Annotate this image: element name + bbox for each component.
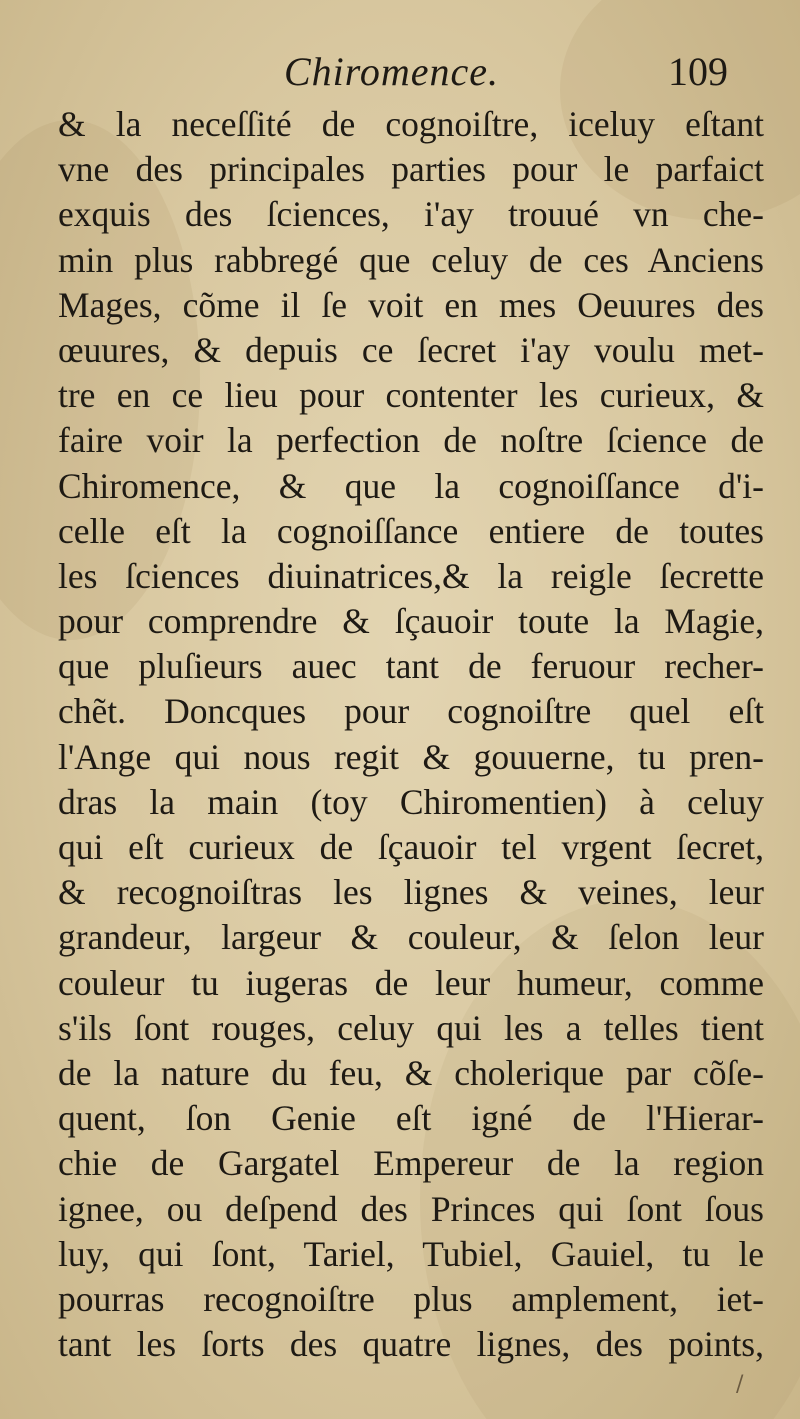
text-line: les ſciences diuinatrices,& la reigle ſecrette [58, 555, 764, 596]
text-line: faire voir la perfection de noſtre ſcience de [58, 420, 764, 461]
corner-mark: / [736, 1372, 744, 1397]
text-line: luy, qui ſont, Tariel, Tubiel, Gauiel, tu le [58, 1233, 764, 1274]
page-header [0, 40, 800, 100]
text-line: chẽt. Doncques pour cognoiſtre quel eſt [58, 691, 764, 732]
text-line: ignee, ou deſpend des Princes qui ſont ſous [58, 1188, 764, 1229]
text-line: Mages, cõme il ſe voit en mes Oeuures des [58, 284, 764, 325]
text-line: vne des principales parties pour le parfaict [58, 149, 764, 190]
text-line: & recognoiſtras les lignes & veines, leur [58, 872, 764, 913]
text-line: s'ils ſont rouges, celuy qui les a telles tient [58, 1007, 764, 1048]
text-line: dras la main (toy Chiromentien) à celuy [58, 781, 764, 822]
text-line: couleur tu iugeras de leur humeur, comme [58, 962, 764, 1003]
text-line: grandeur, largeur & couleur, & ſelon leur [58, 917, 764, 958]
text-line: min plus rabbregé que celuy de ces Anciens [58, 239, 764, 280]
running-title: Chiromence. [284, 49, 500, 94]
text-line: tre en ce lieu pour contenter les curieux, & [58, 375, 764, 416]
body-text [58, 102, 764, 1367]
text-line: & la neceſſité de cognoiſtre, iceluy eſtant [58, 104, 764, 144]
text-line: Chiromence, & que la cognoiſſance d'i- [58, 465, 764, 506]
text-line: qui eſt curieux de ſçauoir tel vrgent ſecret, [58, 827, 764, 867]
text-line: exquis des ſciences, i'ay trouué vn che- [58, 194, 764, 235]
page-number: 109 [668, 49, 728, 94]
text-line: quent, ſon Genie eſt igné de l'Hierar- [58, 1098, 764, 1139]
text-line: tant les ſorts des quatre lignes, des points, [58, 1324, 764, 1365]
text-line: œuures, & depuis ce ſecret i'ay voulu met- [58, 329, 764, 370]
text-line: pourras recognoiſtre plus amplement, iet- [58, 1278, 764, 1319]
text-line: que pluſieurs auec tant de feruour recher- [58, 646, 764, 687]
text-line: celle eſt la cognoiſſance entiere de toutes [58, 510, 764, 551]
text-line: de la nature du feu, & cholerique par cõſe- [58, 1052, 764, 1093]
text-line: chie de Gargatel Empereur de la region [58, 1143, 764, 1184]
text-line: pour comprendre & ſçauoir toute la Magie, [58, 601, 764, 642]
text-line: l'Ange qui nous regit & gouuerne, tu pren- [58, 736, 764, 777]
